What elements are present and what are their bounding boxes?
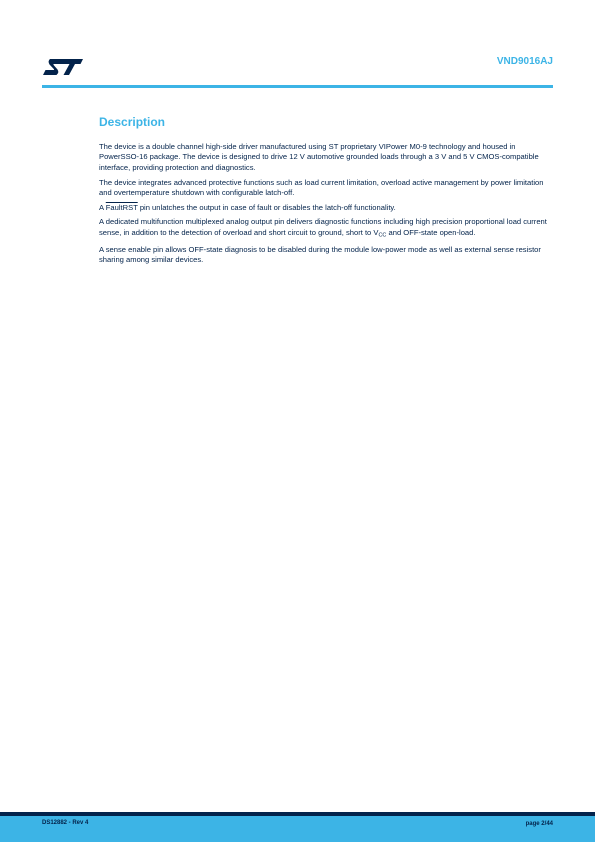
paragraph-3-pre: A <box>99 202 106 212</box>
paragraph-5: A sense enable pin allows OFF-state diagnosis to be disabled during the module low-power mode as well as external sense resistor sharing among similar devices. <box>99 244 541 265</box>
paragraph-4 <box>99 217 554 240</box>
paragraph-4-pre: A dedicated multifunction multiplexed analog output pin delivers diagnostic functions including high precision proportional load current sense, in addition to the detection of overload and short circuit to ground, short to V <box>99 217 547 237</box>
paragraph-3 <box>99 203 554 213</box>
st-logo-icon <box>42 56 84 78</box>
document-id: VND9016AJ <box>496 56 553 67</box>
footer-band <box>0 816 595 842</box>
paragraph-2: The device integrates advanced protective functions such as load current limitation, overload active management by power limitation and overtemperature shutdown with configurable latch-off. <box>99 177 544 197</box>
footer-page-number: page 2/44 <box>525 821 553 827</box>
vcc-subscript: CC <box>378 232 387 239</box>
section-title: Description <box>99 115 166 129</box>
footer-doc-revision: DS12882 - Rev 4 <box>42 820 89 826</box>
faultrst-signal: FaultRST <box>105 202 138 212</box>
paragraph-3-post: pin unlatches the output in case of fault or disables the latch-off functionality. <box>137 202 396 212</box>
paragraph-1: The device is a double channel high-side driver manufactured using ST proprietary VIPower M0-9 technology and housed in PowerSSO-16 package. The device is designed to drive 12 V automotive grounded loads through a 3 V and 5 V CMOS-compatible interface, providing protection and diagnostics. <box>99 142 539 172</box>
paragraph-4-post: and OFF-state open-load. <box>386 227 476 237</box>
header-rule <box>42 85 553 88</box>
description-body <box>99 142 554 270</box>
